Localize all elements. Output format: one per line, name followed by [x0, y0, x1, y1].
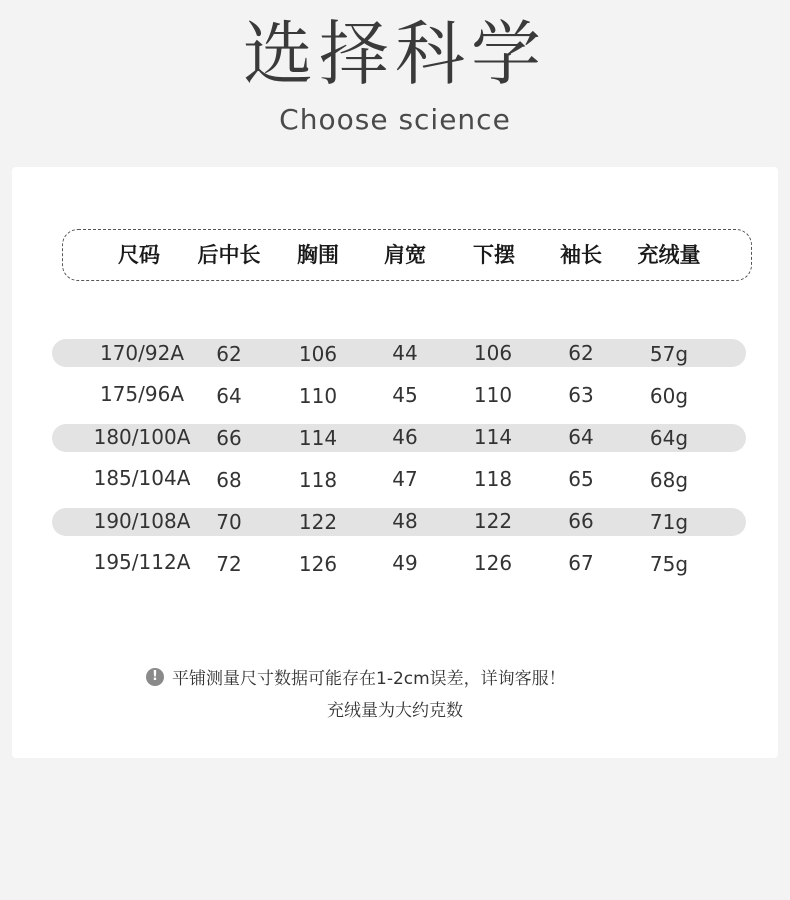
cell-hem: 126 — [473, 551, 513, 575]
cell-chest: 106 — [298, 342, 338, 366]
cell-sleeve: 67 — [568, 551, 594, 575]
cell-back-length: 70 — [216, 510, 242, 534]
cell-size: 170/92A — [99, 341, 185, 365]
cell-hem: 122 — [473, 509, 513, 533]
cell-sleeve: 66 — [568, 509, 594, 533]
cell-chest: 118 — [298, 468, 338, 492]
cell-shoulder: 48 — [392, 509, 418, 533]
cell-down-fill: 75g — [649, 552, 689, 576]
cell-hem: 114 — [473, 425, 513, 449]
cell-size: 190/108A — [93, 509, 191, 533]
page-title: 选择科学 — [243, 13, 547, 95]
cell-down-fill: 71g — [649, 510, 689, 534]
cell-down-fill: 64g — [649, 426, 689, 450]
cell-shoulder: 47 — [392, 467, 418, 491]
cell-sleeve: 63 — [568, 383, 594, 407]
page-subtitle: Choose science — [279, 103, 511, 136]
cell-shoulder: 45 — [392, 383, 418, 407]
cell-sleeve: 62 — [568, 341, 594, 365]
cell-shoulder: 46 — [392, 425, 418, 449]
cell-shoulder: 44 — [392, 341, 418, 365]
cell-down-fill: 57g — [649, 342, 689, 366]
header-size: 尺码 — [118, 243, 160, 267]
cell-shoulder: 49 — [392, 551, 418, 575]
cell-chest: 126 — [298, 552, 338, 576]
cell-size: 185/104A — [93, 466, 191, 490]
header-shoulder: 肩宽 — [384, 243, 426, 267]
down-fill-note: 充绒量为大约克数 — [327, 701, 463, 721]
cell-sleeve: 64 — [568, 425, 594, 449]
header-down-fill: 充绒量 — [637, 243, 701, 267]
header-back-length: 后中长 — [197, 243, 261, 267]
header-hem: 下摆 — [473, 243, 515, 267]
header-sleeve: 袖长 — [560, 243, 602, 267]
cell-size: 195/112A — [93, 550, 191, 574]
header-chest: 胸围 — [297, 243, 339, 267]
cell-back-length: 68 — [216, 468, 242, 492]
cell-sleeve: 65 — [568, 467, 594, 491]
cell-down-fill: 68g — [649, 468, 689, 492]
cell-back-length: 66 — [216, 426, 242, 450]
measurement-note: 平铺测量尺寸数据可能存在1-2cm误差，详询客服！ — [172, 669, 566, 689]
cell-hem: 106 — [473, 341, 513, 365]
cell-back-length: 64 — [216, 384, 242, 408]
cell-hem: 118 — [473, 467, 513, 491]
cell-chest: 114 — [298, 426, 338, 450]
cell-hem: 110 — [473, 383, 513, 407]
cell-chest: 122 — [298, 510, 338, 534]
cell-chest: 110 — [298, 384, 338, 408]
exclamation-icon: ! — [146, 668, 164, 686]
cell-down-fill: 60g — [649, 384, 689, 408]
cell-size: 175/96A — [99, 382, 185, 406]
cell-size: 180/100A — [93, 425, 191, 449]
cell-back-length: 62 — [216, 342, 242, 366]
cell-back-length: 72 — [216, 552, 242, 576]
